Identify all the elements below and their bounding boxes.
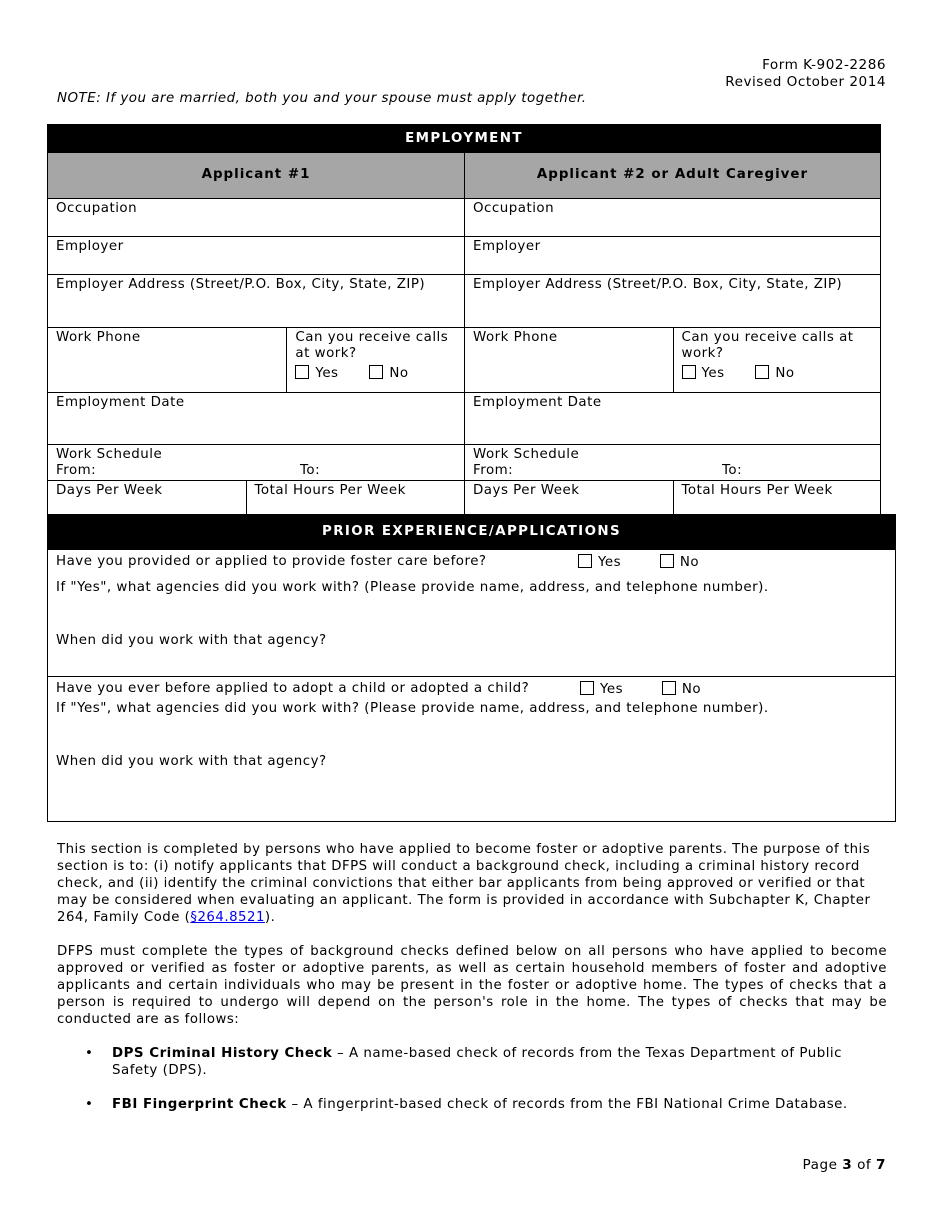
- days-per-week-label: Days Per Week: [56, 483, 163, 498]
- a1-work-phone-field[interactable]: [48, 328, 286, 392]
- purpose-text-end: ).: [264, 910, 276, 925]
- foster-yes-checkbox[interactable]: [578, 554, 592, 568]
- a2-calls-yes-checkbox[interactable]: [682, 365, 696, 379]
- background-checks-paragraph: DFPS must complete the types of background checks defined below on all persons who have applied to become approved or verified as foster or adoptive parents, as well as certain household members of foster and adoptive applicants and certain individuals who may be present in the foster or adoptive home. The types of checks that a person is required to undergo will depend on the person's role in the home. The types of checks that may be conducted are as follows:: [57, 944, 887, 1027]
- dps-text: – A name-based check of records from the Texas Department of Public Safety (DPS).: [112, 1046, 843, 1078]
- from-label: From:: [473, 463, 514, 478]
- purpose-text: This section is completed by persons who have applied to become foster or adoptive parents. The purpose of this section is to: (i) notify applicants that DFPS will conduct a background check, including a criminal history record check, and (ii) identify the criminal convictions that either bar applicants from being approved or verified or that may be considered when evaluating an applicant. The form is provided in accordance with Subchapter K, Chapter 264, Family Code (: [57, 842, 871, 925]
- adoption-block: [47, 677, 896, 822]
- no-label: No: [681, 682, 702, 697]
- yes-label: Yes: [598, 555, 622, 570]
- no-label: No: [389, 366, 409, 381]
- a1-occupation-field[interactable]: [48, 199, 464, 236]
- page-current: 3: [842, 1157, 853, 1173]
- applicant2-header: Applicant #2 or Adult Caregiver: [464, 153, 880, 198]
- to-label: To:: [300, 463, 321, 478]
- yes-label: Yes: [600, 682, 624, 697]
- employer-label: Employer: [56, 239, 124, 254]
- bullet-icon: •: [85, 1097, 94, 1112]
- a2-occupation-field[interactable]: [464, 199, 880, 236]
- a1-calls-at-work: [286, 328, 464, 392]
- a1-work-schedule-field[interactable]: [48, 445, 464, 480]
- form-number: Form K-902-2286: [762, 57, 886, 73]
- purpose-paragraph: [57, 841, 887, 926]
- from-label: From:: [56, 463, 97, 478]
- no-label: No: [775, 366, 795, 381]
- page-of: of: [857, 1157, 872, 1173]
- employment-table: [47, 124, 881, 516]
- a1-calls-no-checkbox[interactable]: [369, 365, 383, 379]
- yes-label: Yes: [315, 366, 339, 381]
- applicant1-header: Applicant #1: [48, 153, 464, 198]
- foster-when-question: When did you work with that agency?: [56, 633, 327, 648]
- page-total: 7: [876, 1157, 886, 1173]
- work-phone-label: Work Phone: [56, 330, 141, 345]
- a2-calls-no-checkbox[interactable]: [755, 365, 769, 379]
- no-label: No: [679, 555, 700, 570]
- a2-work-schedule-field[interactable]: [464, 445, 880, 480]
- employer-address-label: Employer Address (Street/P.O. Box, City, State, ZIP): [56, 277, 426, 292]
- adopt-when-question: When did you work with that agency?: [56, 754, 327, 769]
- work-phone-label: Work Phone: [473, 330, 558, 345]
- fbi-text: – A fingerprint-based check of records from the FBI National Crime Database.: [286, 1097, 848, 1112]
- occupation-label: Occupation: [473, 201, 555, 216]
- page-number: [803, 1157, 886, 1173]
- a1-total-hours-field[interactable]: [246, 481, 464, 515]
- a2-total-hours-field[interactable]: [673, 481, 881, 515]
- work-schedule-label: Work Schedule: [473, 447, 580, 462]
- a1-calls-yes-checkbox[interactable]: [295, 365, 309, 379]
- employment-title: EMPLOYMENT: [48, 125, 880, 152]
- prior-experience-title: PRIOR EXPERIENCE/APPLICATIONS: [47, 514, 896, 550]
- adopt-no-checkbox[interactable]: [662, 681, 676, 695]
- adopt-question: Have you ever before applied to adopt a child or adopted a child?: [56, 681, 530, 696]
- a1-days-per-week-field[interactable]: [48, 481, 246, 515]
- employment-date-label: Employment Date: [56, 395, 185, 410]
- family-code-link[interactable]: §264.8521: [190, 910, 265, 925]
- foster-question: Have you provided or applied to provide foster care before?: [56, 554, 487, 569]
- dps-title: DPS Criminal History Check: [112, 1046, 333, 1061]
- work-schedule-label: Work Schedule: [56, 447, 163, 462]
- bullet-icon: •: [85, 1046, 94, 1061]
- adopt-agencies-question: If "Yes", what agencies did you work with? (Please provide name, address, and telephone number).: [56, 701, 769, 716]
- to-label: To:: [722, 463, 743, 478]
- revised-date: Revised October 2014: [725, 73, 886, 90]
- a2-work-phone-field[interactable]: [464, 328, 673, 392]
- married-note: NOTE: If you are married, both you and your spouse must apply together.: [57, 91, 587, 106]
- page-label: Page: [802, 1157, 838, 1173]
- employer-label: Employer: [473, 239, 541, 254]
- foster-agencies-question: If "Yes", what agencies did you work with? (Please provide name, address, and telephone number).: [56, 580, 769, 595]
- a2-days-per-week-field[interactable]: [464, 481, 673, 515]
- calls-question: Can you receive calls at work?: [681, 330, 854, 361]
- yes-label: Yes: [701, 366, 725, 381]
- total-hours-label: Total Hours Per Week: [681, 483, 833, 498]
- total-hours-label: Total Hours Per Week: [254, 483, 406, 498]
- days-per-week-label: Days Per Week: [473, 483, 580, 498]
- adopt-yes-checkbox[interactable]: [580, 681, 594, 695]
- foster-no-checkbox[interactable]: [660, 554, 674, 568]
- occupation-label: Occupation: [56, 201, 138, 216]
- fbi-title: FBI Fingerprint Check: [112, 1097, 287, 1112]
- form-identifier: [725, 57, 886, 90]
- a2-calls-at-work: [673, 328, 881, 392]
- calls-question: Can you receive calls at work?: [295, 330, 449, 361]
- a1-employer-field[interactable]: [48, 237, 464, 274]
- prior-experience-section: [47, 514, 896, 822]
- a1-employer-address-field[interactable]: [48, 275, 464, 327]
- foster-care-block: [47, 550, 896, 677]
- a2-employer-address-field[interactable]: [464, 275, 880, 327]
- employment-date-label: Employment Date: [473, 395, 602, 410]
- a2-employment-date-field[interactable]: [464, 393, 880, 444]
- employer-address-label: Employer Address (Street/P.O. Box, City, State, ZIP): [473, 277, 843, 292]
- a1-employment-date-field[interactable]: [48, 393, 464, 444]
- a2-employer-field[interactable]: [464, 237, 880, 274]
